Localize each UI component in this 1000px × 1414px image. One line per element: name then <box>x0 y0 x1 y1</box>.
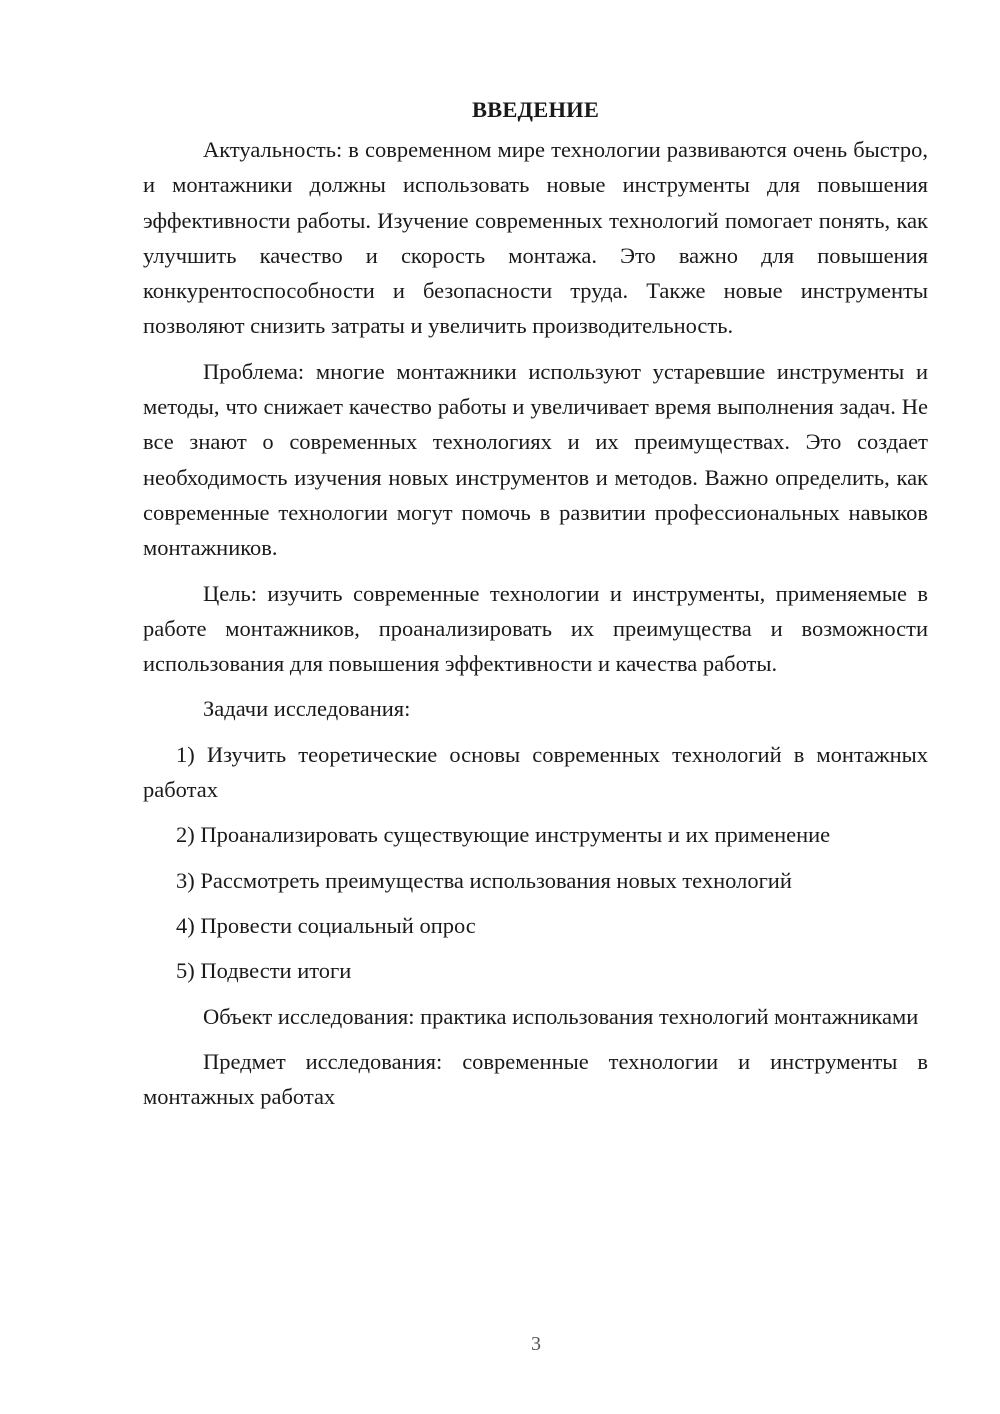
problem-paragraph: Проблема: многие монтажники используют устаревшие инструменты и методы, что снижает качество работы и увеличивает время выполнения задач. Не все знают о современных технологиях и их преимуществах. Это создает необходимость изучения новых инструментов и методов. Важно определить, как современные технологии могут помочь в развитии профессиональных навыков монтажников. <box>143 358 928 561</box>
task-item: 3) Рассмотреть преимущества использования новых технологий <box>176 867 792 893</box>
page-number: 3 <box>531 1333 541 1355</box>
research-object-paragraph: Объект исследования: практика использования технологий монтажниками <box>203 1003 919 1029</box>
task-item: 1) Изучить теоретические основы современных технологий в монтажных работах <box>143 741 928 803</box>
page-title: ВВЕДЕНИЕ <box>471 97 600 122</box>
task-item: 5) Подвести итоги <box>176 958 352 984</box>
task-item: 4) Провести социальный опрос <box>176 912 476 938</box>
relevance-paragraph: Актуальность: в современном мире технологии развиваются очень быстро, и монтажники должны использовать новые инструменты для повышения эффективности работы. Изучение современных технологий помогает понять, как улучшить качество и скорость монтажа. Это важно для повышения конкурентоспособности и безопасности труда. Также новые инструменты позволяют снизить затраты и увеличить производительность. <box>143 137 928 339</box>
goal-paragraph: Цель: изучить современные технологии и инструменты, применяемые в работе монтажников, проанализировать их преимущества и возможности использования для повышения эффективности и качества работы. <box>143 580 928 677</box>
document-body <box>143 92 928 1124</box>
task-item: 2) Проанализировать существующие инструменты и их применение <box>176 822 831 848</box>
tasks-heading: Задачи исследования: <box>203 696 411 722</box>
research-subject-paragraph: Предмет исследования: современные технологии и инструменты в монтажных работах <box>143 1048 928 1110</box>
